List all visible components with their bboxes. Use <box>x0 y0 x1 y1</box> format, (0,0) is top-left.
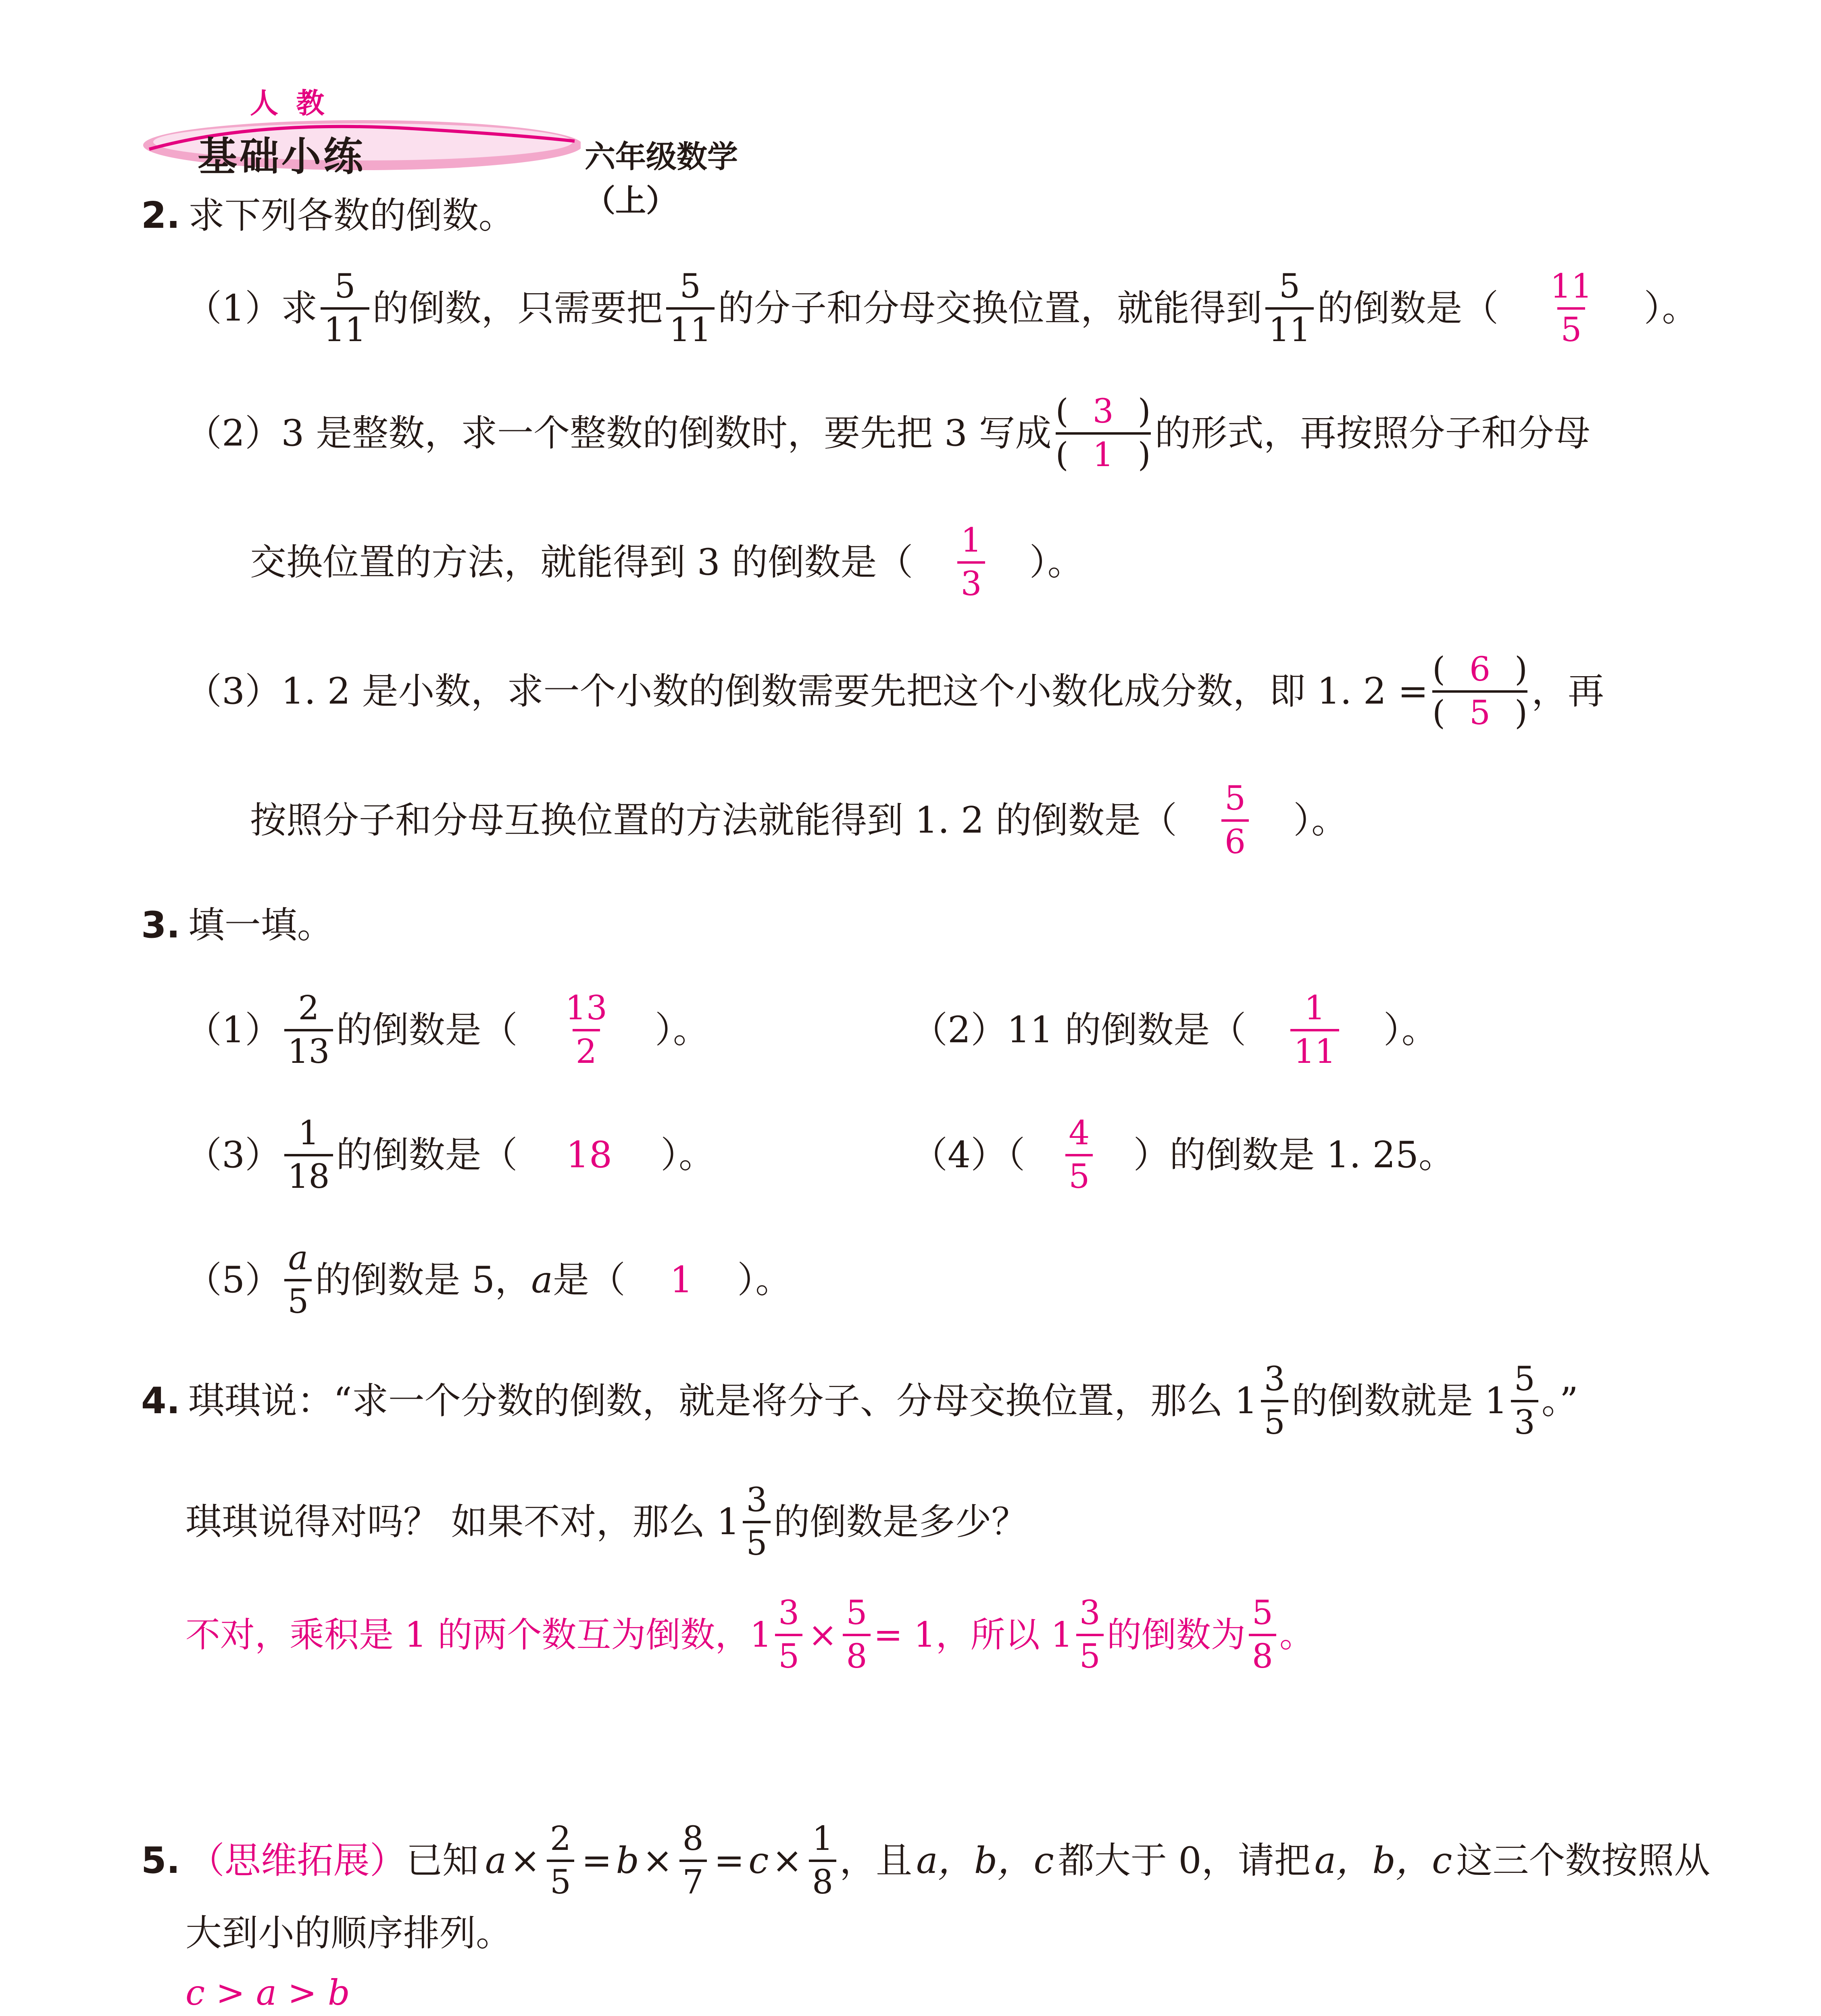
denominator: 18 <box>284 1154 333 1193</box>
text: 3 是整数，求一个整数的倒数时，要先把 3 写成 <box>281 412 1052 454</box>
q5-number: 5. <box>141 1839 180 1882</box>
q3-item1 <box>185 989 709 1071</box>
paren: ) <box>1138 436 1151 474</box>
text: ，再 <box>1531 670 1604 712</box>
header-series-title: 基础小练 <box>198 134 366 180</box>
q5-line2 <box>185 1912 512 1954</box>
text: ）的倒数是 1. 25。 <box>1133 1134 1455 1176</box>
denominator: 5 <box>1076 1634 1104 1673</box>
label: （4）（ <box>911 1134 1025 1176</box>
text: ）。 <box>737 1259 792 1301</box>
q4-number: 4. <box>141 1380 180 1422</box>
text: 。” <box>1541 1380 1578 1422</box>
answer-fraction <box>1547 267 1595 349</box>
numerator: 3 <box>778 1594 800 1632</box>
variables: a，b，c <box>916 1839 1054 1882</box>
numerator: 5 <box>846 1594 867 1632</box>
q4-answer <box>185 1594 1315 1676</box>
paren: ) <box>1515 694 1528 732</box>
denominator: 6 <box>1221 819 1249 859</box>
text: 11 的倒数是（ <box>1007 1009 1246 1051</box>
answer-fraction <box>1290 989 1339 1071</box>
header-publisher-tag: 人 教 <box>250 87 329 120</box>
q5-answer <box>185 1973 350 2013</box>
answer-denominator: 5 <box>1469 694 1491 732</box>
fraction <box>547 1822 574 1899</box>
numerator: 13 <box>565 989 607 1027</box>
text: 1. 2 是小数，求一个小数的倒数需要先把这个小数化成分数，即 1. 2 = <box>281 670 1428 712</box>
denominator: 3 <box>1511 1400 1538 1439</box>
variables: a，b，c <box>1314 1839 1452 1882</box>
fraction <box>284 989 333 1071</box>
denominator: 5 <box>743 1521 770 1560</box>
denominator: 13 <box>284 1029 333 1068</box>
q2-sub3-cont <box>250 779 1348 861</box>
q3-item2 <box>911 989 1438 1071</box>
answer-value: 18 <box>566 1134 613 1176</box>
q2-sub3 <box>185 650 1604 732</box>
text: 的倒数是多少？ <box>773 1501 1028 1543</box>
text: 。 <box>1279 1615 1315 1655</box>
text: ，且 <box>840 1839 913 1882</box>
equals-sign: = <box>714 1839 745 1882</box>
text: 这三个数按照从 <box>1456 1839 1711 1882</box>
denominator: 11 <box>666 307 715 347</box>
q2-stem-text: 求下列各数的倒数。 <box>188 194 515 237</box>
text: 都大于 0，请把 <box>1058 1839 1311 1882</box>
denominator: 5 <box>284 1279 312 1318</box>
paren: ) <box>1515 650 1528 689</box>
variable: c <box>748 1839 769 1882</box>
fraction <box>743 1481 770 1563</box>
times-sign: × <box>808 1615 838 1655</box>
fraction <box>775 1594 802 1676</box>
label: （5） <box>185 1259 281 1301</box>
text: ）。 <box>654 1009 709 1051</box>
numerator: 5 <box>1514 1360 1535 1398</box>
text: 不对，乘积是 1 的两个数互为倒数，1 <box>185 1615 772 1655</box>
fraction <box>679 1822 707 1899</box>
denominator: 5 <box>1557 307 1585 347</box>
text: 琪琪说得对吗？ 如果不对，那么 1 <box>185 1501 740 1543</box>
numerator: a <box>288 1239 308 1277</box>
times-sign: × <box>642 1839 673 1882</box>
label: （2） <box>911 1009 1007 1051</box>
text: ）。 <box>1383 1009 1438 1051</box>
denominator: 11 <box>1290 1029 1339 1068</box>
times-sign: × <box>772 1839 802 1882</box>
denominator: 7 <box>679 1860 707 1899</box>
q2-stem <box>141 194 515 237</box>
q3-item3 <box>185 1114 715 1196</box>
q4-stem <box>141 1360 1578 1442</box>
text: 的倒数就是 1 <box>1291 1380 1508 1422</box>
answer-fraction <box>957 521 985 603</box>
denominator: 11 <box>321 307 369 347</box>
answer-denominator: 1 <box>1092 436 1114 474</box>
numerator: 1 <box>1304 989 1325 1027</box>
q3-item4 <box>911 1114 1455 1196</box>
text: 琪琪说：“求一个分数的倒数，就是将分子、分母交换位置，那么 1 <box>188 1380 1258 1422</box>
answer-fraction <box>562 989 610 1071</box>
answer-fraction <box>1065 1114 1093 1196</box>
header-book-title: 六年级数学（上） <box>585 139 738 219</box>
numerator: 1 <box>812 1820 833 1858</box>
answer-value: 1 <box>669 1259 693 1301</box>
text: ）。 <box>1029 541 1084 583</box>
numerator: 5 <box>1224 779 1246 818</box>
paren: ( <box>1432 694 1445 732</box>
denominator: 3 <box>957 561 985 601</box>
text: 求 <box>281 287 318 329</box>
denominator: 8 <box>1249 1634 1276 1673</box>
numerator: 5 <box>334 267 356 306</box>
text: ）。 <box>660 1134 715 1176</box>
numerator: 4 <box>1069 1114 1090 1152</box>
q5-stem <box>141 1822 1710 1899</box>
fraction <box>284 1114 333 1196</box>
text: 的分子和分母交换位置，就能得到 <box>717 287 1262 329</box>
variable: b <box>616 1839 640 1882</box>
numerator: 2 <box>550 1820 571 1858</box>
answer-numerator: 3 <box>1092 392 1114 431</box>
q3-number: 3. <box>141 904 180 946</box>
numerator: 5 <box>679 267 701 306</box>
numerator: 3 <box>1079 1594 1100 1632</box>
text: 大到小的顺序排列。 <box>185 1912 512 1954</box>
fraction <box>666 267 715 349</box>
fraction <box>1261 1360 1288 1442</box>
paren: ) <box>1138 392 1151 431</box>
equals-sign: = <box>581 1839 612 1882</box>
q2-number: 2. <box>141 194 180 237</box>
numerator: 3 <box>1264 1360 1285 1398</box>
q5-tag: （思维拓展） <box>188 1839 406 1882</box>
numerator: 2 <box>298 989 319 1027</box>
numerator: 8 <box>682 1820 704 1858</box>
paren: ( <box>1432 650 1445 689</box>
fraction <box>809 1822 836 1899</box>
q2-sub2-cont <box>250 521 1084 603</box>
text: 按照分子和分母互换位置的方法就能得到 1. 2 的倒数是（ <box>250 799 1177 841</box>
q2-sub2-label: （2） <box>185 412 281 454</box>
q2-sub2 <box>185 392 1590 474</box>
denominator: 5 <box>1261 1400 1288 1439</box>
label: （3） <box>185 1134 281 1176</box>
q3-stem-text: 填一填。 <box>188 904 333 946</box>
q2-sub3-label: （3） <box>185 670 281 712</box>
denominator: 8 <box>843 1634 870 1673</box>
text: 的倒数是（ <box>336 1134 518 1176</box>
fill-in-fraction <box>1055 392 1151 474</box>
answer-text: c > a > b <box>185 1973 350 2013</box>
q2-sub1 <box>185 267 1698 349</box>
numerator: 11 <box>1550 267 1592 306</box>
text: = 1，所以 1 <box>873 1615 1073 1655</box>
fraction <box>1249 1594 1276 1676</box>
paren: ( <box>1055 392 1069 431</box>
q3-item5 <box>185 1239 792 1321</box>
variable: a <box>485 1839 507 1882</box>
fill-in-fraction <box>1432 650 1528 732</box>
denominator: 5 <box>1065 1154 1093 1193</box>
text: 已知 <box>406 1839 479 1882</box>
times-sign: × <box>510 1839 540 1882</box>
variable: a <box>531 1259 553 1301</box>
q2-sub1-label: （1） <box>185 287 281 329</box>
fraction <box>321 267 369 349</box>
text: ）。 <box>1644 287 1698 329</box>
fraction <box>843 1594 870 1676</box>
numerator: 5 <box>1279 267 1300 306</box>
text: 的形式，再按照分子和分母 <box>1154 412 1590 454</box>
fraction <box>1076 1594 1104 1676</box>
label: （1） <box>185 1009 281 1051</box>
fraction <box>1511 1360 1538 1442</box>
text: 的倒数，只需要把 <box>372 287 663 329</box>
denominator: 5 <box>775 1634 802 1673</box>
text: 的倒数为 <box>1106 1615 1246 1655</box>
numerator: 5 <box>1252 1594 1273 1632</box>
paren: ( <box>1055 436 1069 474</box>
text: ）。 <box>1293 799 1348 841</box>
numerator: 1 <box>961 521 982 560</box>
denominator: 11 <box>1265 307 1314 347</box>
fraction <box>1265 267 1314 349</box>
text: 的倒数是（ <box>1317 287 1499 329</box>
text: 的倒数是 5， <box>315 1259 531 1301</box>
q4-question <box>185 1481 1028 1563</box>
fraction <box>284 1239 312 1321</box>
numerator: 1 <box>298 1114 319 1152</box>
text: 交换位置的方法，就能得到 3 的倒数是（ <box>250 541 913 583</box>
numerator: 3 <box>746 1481 767 1519</box>
answer-numerator: 6 <box>1469 650 1491 689</box>
text: 的倒数是（ <box>336 1009 518 1051</box>
denominator: 2 <box>573 1029 600 1068</box>
denominator: 8 <box>809 1860 836 1899</box>
q3-stem <box>141 904 333 946</box>
denominator: 5 <box>547 1860 574 1899</box>
text: 是（ <box>552 1259 625 1301</box>
answer-fraction <box>1221 779 1249 861</box>
